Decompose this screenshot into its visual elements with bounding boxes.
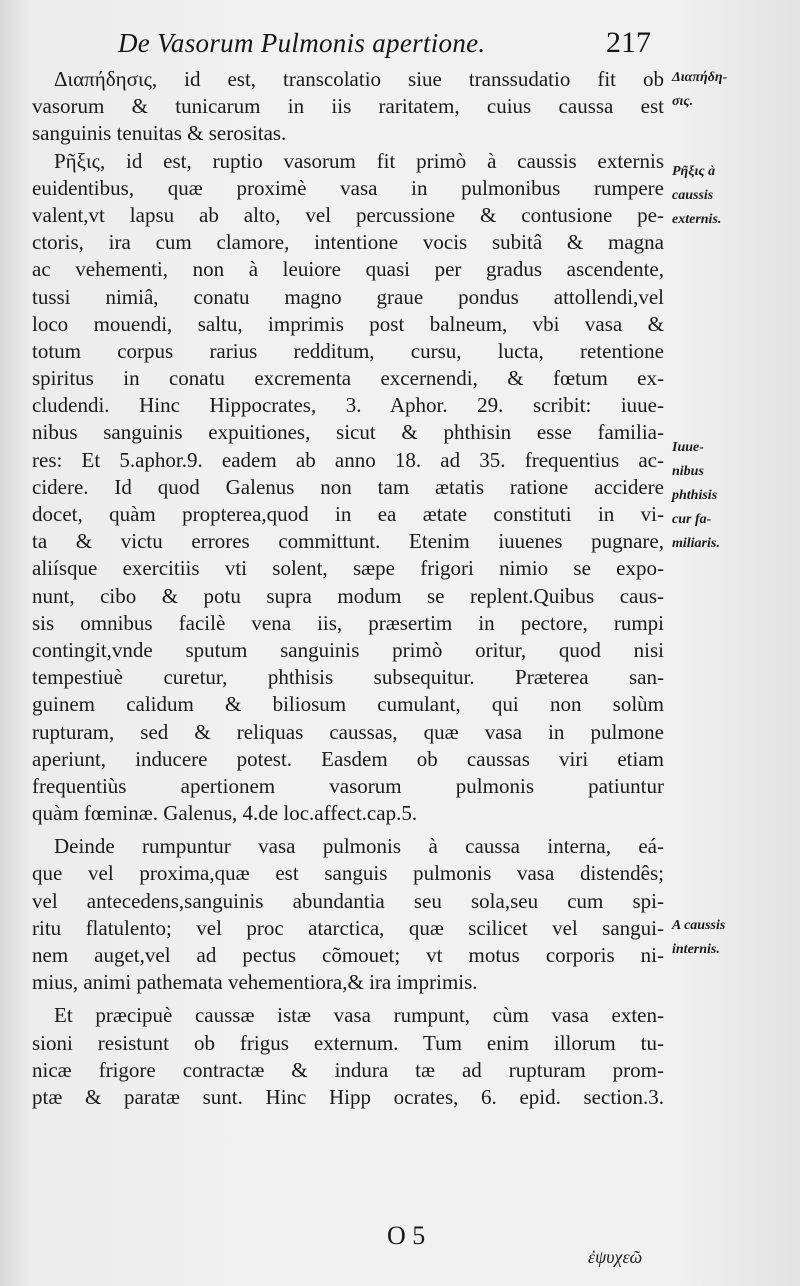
- text-line: Ρῆξις, id est, ruptio vasorum fit primò à caussis externis: [54, 148, 664, 173]
- text-line: sanguinis tenuitas & serositas.: [32, 121, 287, 146]
- text-line: Et præcipuè caussæ istæ vasa rumpunt, cùm vasa exten-: [54, 1003, 664, 1028]
- text-line: nicæ frigore contractæ & indura tæ ad rupturam prom-: [32, 1057, 664, 1082]
- text-line: ptæ & paratæ sunt. Hinc Hipp ocrates, 6. epid. section.3.: [32, 1084, 664, 1109]
- text-line: ta & victu errores committunt. Etenim iuuenes pugnare,: [32, 529, 664, 554]
- margin-note-line: Iuue-: [672, 440, 704, 455]
- text-line: sis omnibus facilè vena iis, præsertim in pectore, rumpi: [32, 610, 664, 635]
- text-line: tussi nimiâ, conatu magno graue pondus attollendi,vel: [32, 284, 664, 309]
- catchword: ἐψυχεῶ: [588, 1247, 643, 1267]
- margin-note-iuuenibus: [672, 436, 720, 556]
- text-line: cludendi. Hinc Hippocrates, 3. Aphor. 29. scribit: iuue-: [32, 393, 664, 418]
- text-line: nibus sanguinis expuitiones, sicut & phthisin esse familia-: [32, 420, 664, 445]
- margin-note-diapedesis: [672, 66, 727, 114]
- margin-note-line: nibus: [672, 464, 704, 479]
- margin-note-line: σις.: [672, 94, 694, 109]
- text-line: totum corpus rarius redditum, cursu, lucta, retentione: [32, 338, 664, 363]
- margin-note-line: miliaris.: [672, 536, 720, 551]
- text-line: nunt, cibo & potu supra modum se replent.Quibus caus-: [32, 583, 664, 608]
- text-line: vasorum & tunicarum in iis raritatem, cuius caussa est: [32, 94, 664, 119]
- margin-note-line: phthisis: [672, 488, 718, 503]
- text-line: valent,vt lapsu ab alto, vel percussione & contusione pe-: [32, 202, 664, 227]
- text-line: docet, quàm propterea,quod in ea ætate constituti in vi-: [32, 502, 664, 526]
- margin-note-line: caussis: [672, 188, 714, 203]
- text-line: aliísque exercitiis vti solent, sæpe frigori nimio se expo-: [32, 556, 664, 581]
- text-line: aperiunt, inducere potest. Easdem ob caussas viri etiam: [32, 746, 664, 771]
- text-line: vel antecedens,sanguinis abundantia seu sola,seu cum spi-: [32, 888, 664, 913]
- text-line: ctoris, ira cum clamore, intentione vocis subitâ & magna: [32, 230, 664, 255]
- text-line: Διαπήδησις, id est, transcolatio siue transsudatio fit ob: [54, 67, 664, 91]
- text-line: euidentibus, quæ proximè vasa in pulmonibus rumpere: [32, 175, 664, 200]
- text-line: nem auget,vel ad pectus cõmouet; vt motus corporis ni-: [32, 943, 664, 967]
- text-line: quàm fœminæ. Galenus, 4.de loc.affect.cap.5.: [32, 801, 418, 826]
- margin-note-line: Ρῆξις à: [672, 164, 716, 179]
- margin-note-line: cur fa-: [672, 512, 712, 527]
- text-line: sioni resistunt ob frigus externum. Tum enim illorum tu-: [32, 1030, 664, 1055]
- text-line: cidere. Id quod Galenus non tam ætatis ratione accidere: [32, 474, 664, 499]
- running-title: De Vasorum Pulmonis apertione.: [118, 28, 486, 58]
- text-line: ac vehementi, non à leuiore quasi per gradus ascendente,: [32, 257, 664, 282]
- text-line: ritu flatulento; vel proc atarctica, quæ scilicet vel sangui-: [32, 915, 664, 940]
- text-line: mius, animi pathemata vehementiora,& ira imprimis.: [32, 970, 478, 995]
- margin-note-interna: [672, 914, 725, 962]
- margin-note-line: externis.: [672, 212, 722, 227]
- text-line: spiritus in conatu excrementa excernendi, & fœtum ex-: [32, 366, 664, 391]
- text-line: tempestiuè curetur, phthisis subsequitur. Præterea san-: [32, 665, 664, 690]
- text-line: contingit,vnde sputum sanguinis primò oritur, quod nisi: [32, 637, 664, 662]
- text-line: frequentiùs apertionem vasorum pulmonis patiuntur: [32, 773, 664, 798]
- main-text-block: [32, 66, 664, 1111]
- text-line: loco mouendi, saltu, imprimis post balneum, vbi vasa &: [32, 311, 664, 336]
- text-line: rupturam, sed & reliquas caussas, quæ vasa in pulmone: [32, 719, 664, 744]
- margin-note-line: A caussis: [672, 918, 726, 933]
- margin-note-line: internis.: [672, 942, 720, 957]
- signature-mark: O 5: [387, 1221, 426, 1250]
- margin-note-rhexis: [672, 160, 721, 232]
- text-line: que vel proxima,quæ est sanguis pulmonis vasa distendês;: [32, 861, 664, 886]
- page-number: 217: [606, 26, 651, 59]
- margin-note-line: Διαπήδη-: [672, 70, 728, 85]
- text-line: res: Et 5.aphor.9. eadem ab anno 18. ad 35. frequentius ac-: [32, 447, 664, 472]
- text-line: Deinde rumpuntur vasa pulmonis à caussa interna, eá-: [54, 834, 664, 859]
- text-line: guinem calidum & biliosum cumulant, qui non solùm: [32, 692, 664, 717]
